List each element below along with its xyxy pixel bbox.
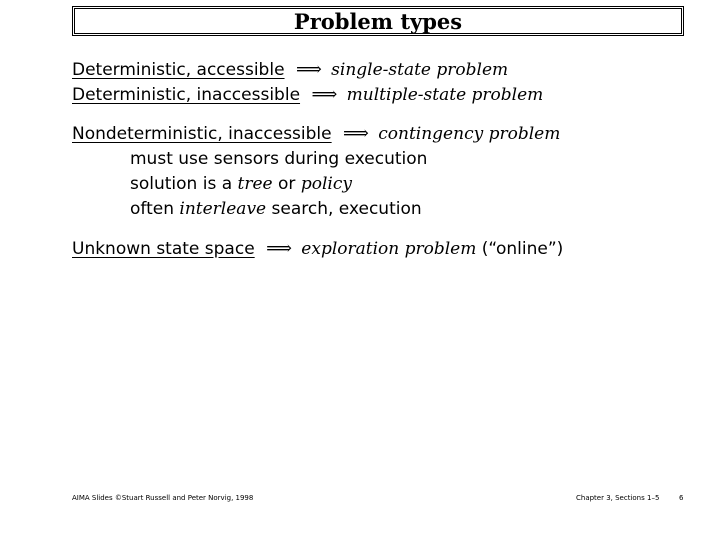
line-result: exploration problem	[301, 239, 477, 259]
line-label: Nondeterministic, inaccessible	[72, 124, 332, 144]
detail-interleave	[130, 199, 422, 219]
line-unknown-state-space	[72, 239, 563, 259]
implies-arrow-icon: ⟹	[343, 123, 369, 144]
footer-page-number: 6	[679, 494, 684, 502]
detail-text: often	[130, 199, 174, 219]
line-label: Deterministic, accessible	[72, 60, 285, 80]
detail-text: solution is a	[130, 174, 233, 194]
line-note: (“online”)	[481, 239, 564, 259]
implies-arrow-icon: ⟹	[266, 238, 292, 259]
detail-emphasis-interleave: interleave	[179, 199, 267, 219]
detail-solution	[130, 174, 352, 194]
line-label: Deterministic, inaccessible	[72, 85, 301, 105]
footer-chapter: Chapter 3, Sections 1–5	[576, 494, 660, 502]
line-label: Unknown state space	[72, 239, 255, 259]
line-result: contingency problem	[378, 124, 561, 144]
slide-title: Problem types	[293, 9, 463, 34]
footer-copyright: AIMA Slides ©Stuart Russell and Peter Norvig, 1998	[72, 494, 254, 502]
line-nondeterministic-inaccessible	[72, 124, 560, 144]
detail-text: or	[278, 174, 296, 194]
line-result: single-state problem	[331, 60, 509, 80]
implies-arrow-icon: ⟹	[311, 84, 338, 105]
detail-emphasis-tree: tree	[237, 174, 273, 194]
detail-text: search, execution	[271, 199, 422, 219]
title-box	[72, 6, 684, 36]
line-deterministic-accessible	[72, 60, 508, 80]
detail-text: must use sensors during execution	[130, 149, 428, 169]
line-deterministic-inaccessible	[72, 85, 543, 105]
detail-sensors	[130, 149, 427, 169]
line-result: multiple-state problem	[346, 85, 544, 105]
detail-emphasis-policy: policy	[300, 174, 352, 194]
implies-arrow-icon: ⟹	[295, 59, 322, 80]
